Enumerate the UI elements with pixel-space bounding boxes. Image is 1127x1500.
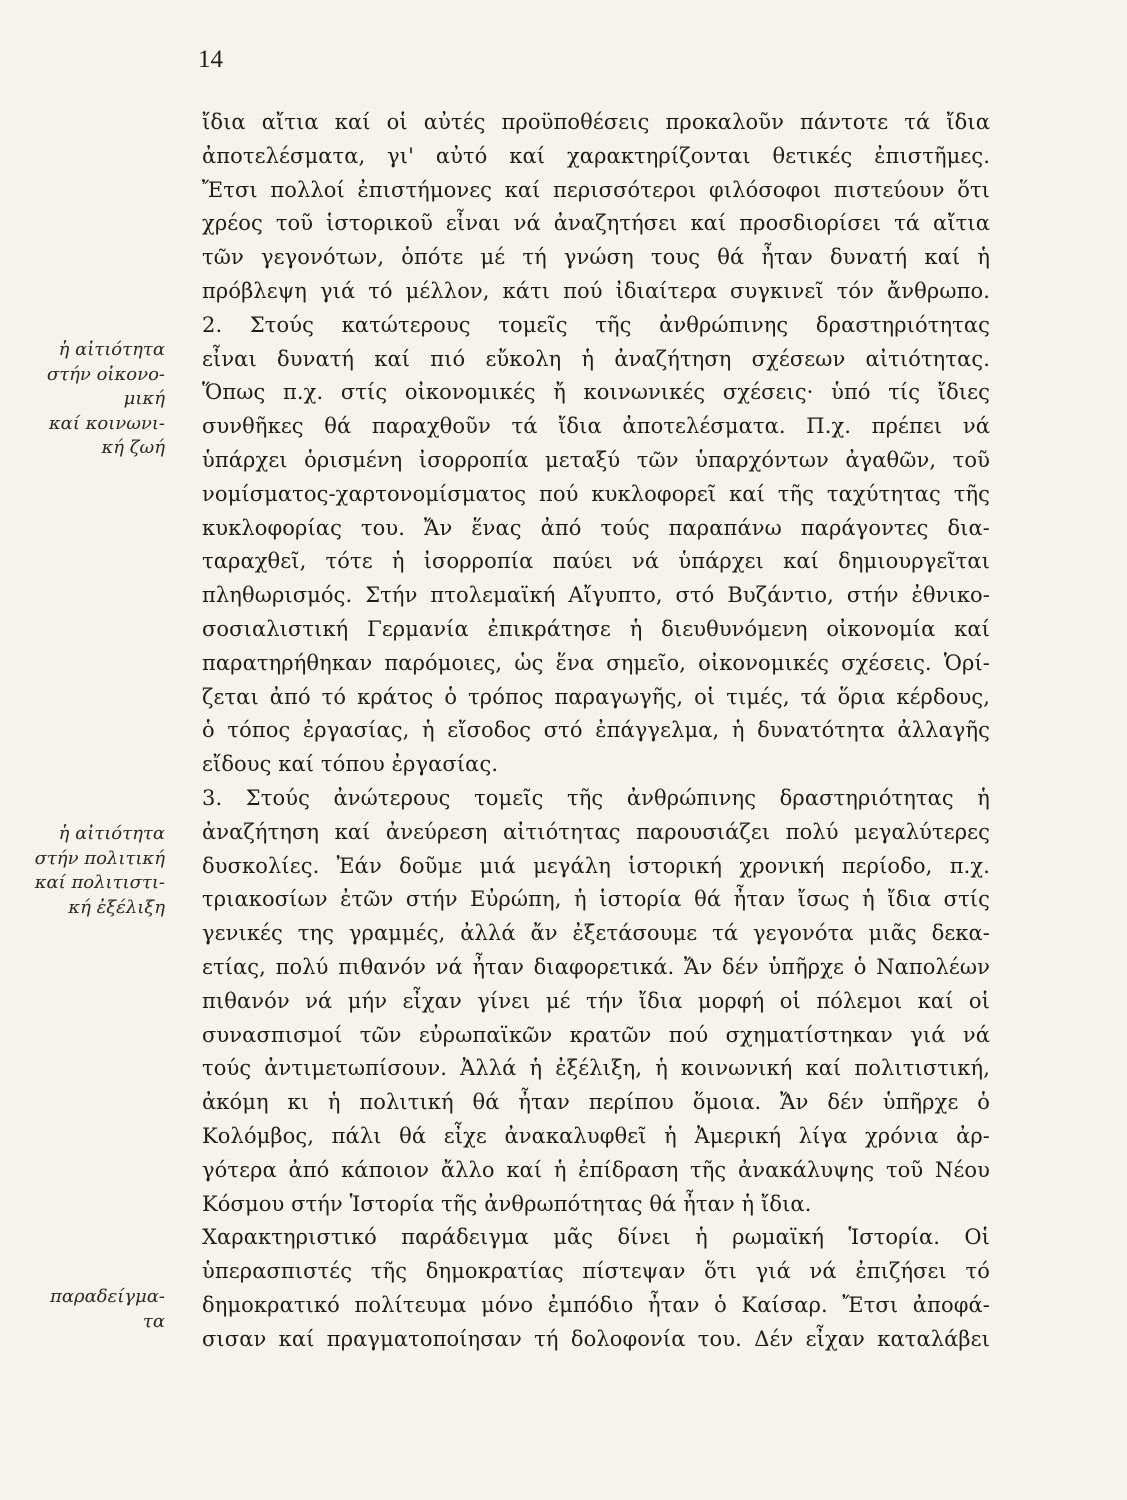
body-line: συνθῆκες θά παραχθοῦν τά ἴδια ἀποτελέσματα. Π.χ. πρέπει νά <box>202 414 990 439</box>
body-line: ἀκόμη κι ἡ πολιτική θά ἦταν περίπου ὅμοια. Ἄν δέν ὑπῆρχε ὁ <box>202 1090 990 1115</box>
margin-note-economic-causality <box>10 338 165 461</box>
body-line: σισαν καί πραγματοποίησαν τή δολοφονία του. Δέν εἶχαν καταλάβει <box>202 1326 990 1351</box>
body-line: γενικές της γραμμές, ἀλλά ἄν ἐξετάσουμε τά γεγονότα μιᾶς δεκα- <box>202 921 990 946</box>
body-line: τούς ἀντιμετωπίσουν. Ἀλλά ἡ ἐξέλιξη, ἡ κοινωνική καί πολιτιστική, <box>202 1056 990 1081</box>
body-line: τῶν γεγονότων, ὁπότε μέ τή γνώση τους θά ἦταν δυνατή καί ἡ <box>202 245 990 270</box>
body-text <box>202 106 990 1356</box>
margin-note-line: στήν οἰκονο- <box>46 363 165 385</box>
body-line: ἴδια αἴτια καί οἱ αὐτές προϋποθέσεις προκαλοῦν πάντοτε τά ἴδια <box>202 110 990 134</box>
body-line: χρέος τοῦ ἱστορικοῦ εἶναι νά ἀναζητήσει καί προσδιορίσει τά αἴτια <box>202 211 990 236</box>
body-line: πιθανόν νά μήν εἶχαν γίνει μέ τήν ἴδια μορφή οἱ πόλεμοι καί οἱ <box>202 988 990 1013</box>
body-line: πρόβλεψη γιά τό μέλλον, κάτι πού ἰδιαίτερα συγκινεῖ τόν ἄνθρωπο. <box>202 278 990 303</box>
body-line: συνασπισμοί τῶν εὐρωπαϊκῶν κρατῶν πού σχηματίστηκαν γιά νά <box>202 1022 990 1047</box>
margin-note-line: ἡ αἰτιότητα <box>58 339 165 360</box>
body-line: Ἔτσι πολλοί ἐπιστήμονες καί περισσότεροι φιλόσοφοι πιστεύουν ὅτι <box>202 177 990 202</box>
body-line: τριακοσίων ἐτῶν στήν Εὐρώπη, ἡ ἱστορία θά ἦταν ἴσως ἡ ἴδια στίς <box>202 887 990 912</box>
margin-note-line: στήν πολιτική <box>34 847 165 869</box>
body-line: 2. Στούς κατώτερους τομεῖς τῆς ἀνθρώπινης δραστηριότητας <box>202 312 990 337</box>
margin-note-line: καί πολιτιστι- <box>34 872 165 893</box>
body-line: πληθωρισμός. Στήν πτολεμαϊκή Αἴγυπτο, στό Βυζάντιο, στήν ἐθνικο- <box>202 583 990 608</box>
body-line: Ὅπως π.χ. στίς οἰκονομικές ἤ κοινωνικές σχέσεις· ὑπό τίς ἴδιες <box>202 380 990 405</box>
margin-note-line: κή ἐξέλιξη <box>68 896 165 918</box>
margin-note-line: μική <box>123 388 165 409</box>
body-line: Κόσμου στήν Ἱστορία τῆς ἀνθρωπότητας θά ἦταν ἡ ἴδια. <box>202 1191 812 1216</box>
body-line: νομίσματος-χαρτονομίσματος πού κυκλοφορεῖ καί τῆς ταχύτητας τῆς <box>202 481 990 506</box>
margin-note-line: τα <box>142 1310 165 1332</box>
margin-note-line: κή ζωή <box>101 437 165 458</box>
body-line: Χαρακτηριστικό παράδειγμα μᾶς δίνει ἡ ρωμαϊκή Ἱστορία. Οἱ <box>202 1225 990 1250</box>
margin-note-line: ἡ αἰτιότητα <box>58 823 165 844</box>
body-line: ταραχθεῖ, τότε ἡ ἰσορροπία παύει νά ὑπάρχει καί δημιουργεῖται <box>202 549 990 574</box>
margin-note-line: παραδείγμα- <box>50 1286 165 1307</box>
margin-note-political-causality <box>10 822 165 920</box>
body-line: δυσκολίες. Ἐάν δοῦμε μιά μεγάλη ἱστορική χρονική περίοδο, π.χ. <box>202 853 990 878</box>
margin-note-line: καί κοινωνι- <box>48 412 165 434</box>
body-line: ὁ τόπος ἐργασίας, ἡ εἴσοδος στό ἐπάγγελμα, ἡ δυνατότητα ἀλλαγῆς <box>202 718 990 743</box>
body-line: δημοκρατικό πολίτευμα μόνο ἐμπόδιο ἦταν ὁ Καίσαρ. Ἔτσι ἀποφά- <box>202 1292 990 1317</box>
page-number: 14 <box>198 46 223 73</box>
body-line: σοσιαλιστική Γερμανία ἐπικράτησε ἡ διευθυνόμενη οἰκονομία καί <box>202 616 990 641</box>
body-line: εἶναι δυνατή καί πιό εὔκολη ἡ ἀναζήτηση σχέσεων αἰτιότητας. <box>202 346 990 371</box>
body-line: γότερα ἀπό κάποιον ἄλλο καί ἡ ἐπίδραση τῆς ἀνακάλυψης τοῦ Νέου <box>202 1157 990 1182</box>
body-line: εἴδους καί τόπου ἐργασίας. <box>202 752 499 777</box>
body-line: ζεται ἀπό τό κράτος ὁ τρόπος παραγωγῆς, οἱ τιμές, τά ὅρια κέρδους, <box>202 684 990 709</box>
body-line: Κολόμβος, πάλι θά εἶχε ἀνακαλυφθεῖ ἡ Ἀμερική λίγα χρόνια ἀρ- <box>202 1123 990 1148</box>
body-line: ὑπερασπιστές τῆς δημοκρατίας πίστεψαν ὅτι γιά νά ἐπιζήσει τό <box>202 1259 990 1284</box>
body-line: ετίας, πολύ πιθανόν νά ἦταν διαφορετικά. Ἄν δέν ὑπῆρχε ὁ Ναπολέων <box>202 954 990 979</box>
body-line: παρατηρήθηκαν παρόμοιες, ὡς ἕνα σημεῖο, οἰκονομικές σχέσεις. Ὁρί- <box>202 650 990 675</box>
body-line: ἀποτελέσματα, γι' αὐτό καί χαρακτηρίζονται θετικές ἐπιστῆμες. <box>202 143 990 168</box>
margin-note-examples <box>10 1285 165 1334</box>
body-line: ὑπάρχει ὁρισμένη ἰσορροπία μεταξύ τῶν ὑπαρχόντων ἀγαθῶν, τοῦ <box>202 447 990 472</box>
body-line: 3. Στούς ἀνώτερους τομεῖς τῆς ἀνθρώπινης δραστηριότητας ἡ <box>202 785 990 810</box>
body-line: ἀναζήτηση καί ἀνεύρεση αἰτιότητας παρουσιάζει πολύ μεγαλύτερες <box>202 819 990 844</box>
body-line: κυκλοφορίας του. Ἄν ἕνας ἀπό τούς παραπάνω παράγοντες δια- <box>202 515 990 540</box>
